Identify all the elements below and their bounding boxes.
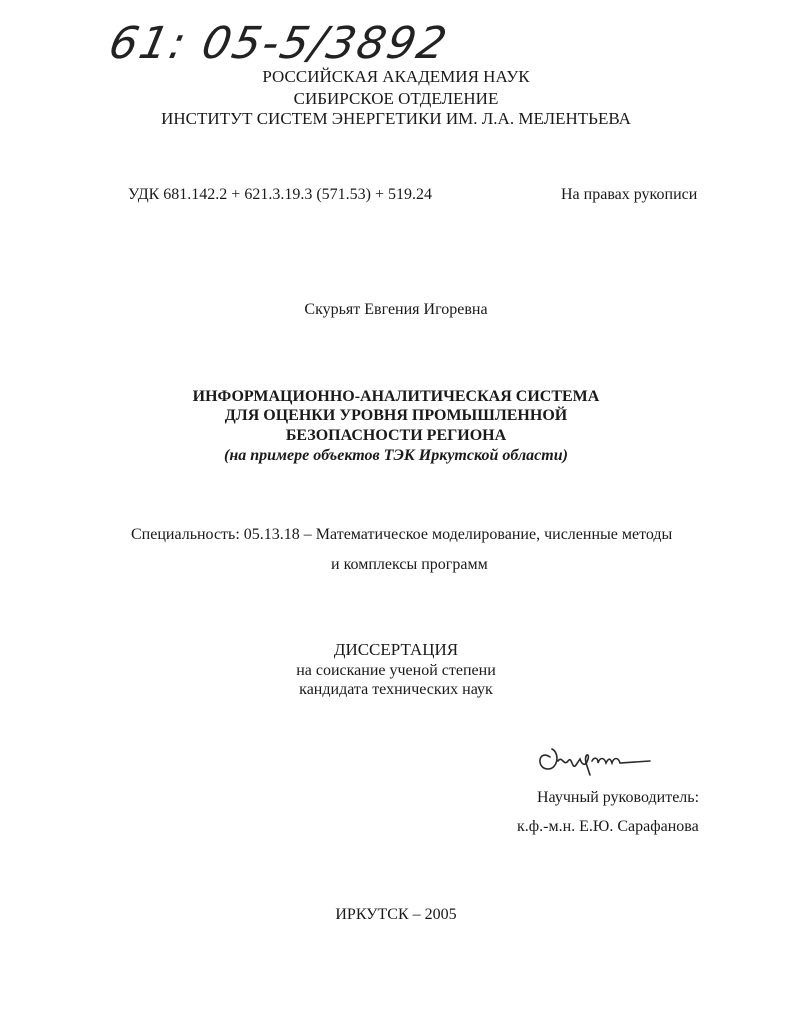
- title-line-2: ДЛЯ ОЦЕНКИ УРОВНЯ ПРОМЫШЛЕННОЙ: [224, 407, 568, 424]
- title-line-1: ИНФОРМАЦИОННО-АНАЛИТИЧЕСКАЯ СИСТЕМА: [192, 388, 600, 405]
- rights-note: На правах рукописи: [561, 186, 698, 203]
- udk-code: УДК 681.142.2 + 621.3.19.3 (571.53) + 519.24: [128, 186, 432, 203]
- specialty-line-2: и комплексы программ: [331, 556, 488, 573]
- supervisor-label: Научный руководитель:: [537, 789, 700, 806]
- specialty-line-1: Специальность: 05.13.18 – Математическое моделирование, численные методы: [131, 526, 673, 543]
- degree-line-2: кандидата технических наук: [299, 681, 493, 698]
- handwritten-inventory-number: 61: 05-5/3892: [104, 18, 453, 69]
- title-line-3: БЕЗОПАСНОСТИ РЕГИОНА: [285, 427, 507, 444]
- author-name: Скурьят Евгения Игоревна: [304, 301, 488, 318]
- branch-name: СИБИРСКОЕ ОТДЕЛЕНИЕ: [293, 89, 499, 108]
- city-year: ИРКУТСК – 2005: [335, 906, 457, 923]
- institute-name: ИНСТИТУТ СИСТЕМ ЭНЕРГЕТИКИ ИМ. Л.А. МЕЛЕНТЬЕВА: [161, 109, 631, 128]
- title-subtitle: (на примере объектов ТЭК Иркутской области): [224, 447, 568, 464]
- author-signature: [528, 735, 658, 780]
- supervisor-name: к.ф.-м.н. Е.Ю. Сарафанова: [517, 818, 699, 835]
- academy-name: РОССИЙСКАЯ АКАДЕМИЯ НАУК: [262, 67, 530, 86]
- dissertation-label: ДИССЕРТАЦИЯ: [333, 640, 459, 659]
- degree-line-1: на соискание ученой степени: [296, 662, 496, 679]
